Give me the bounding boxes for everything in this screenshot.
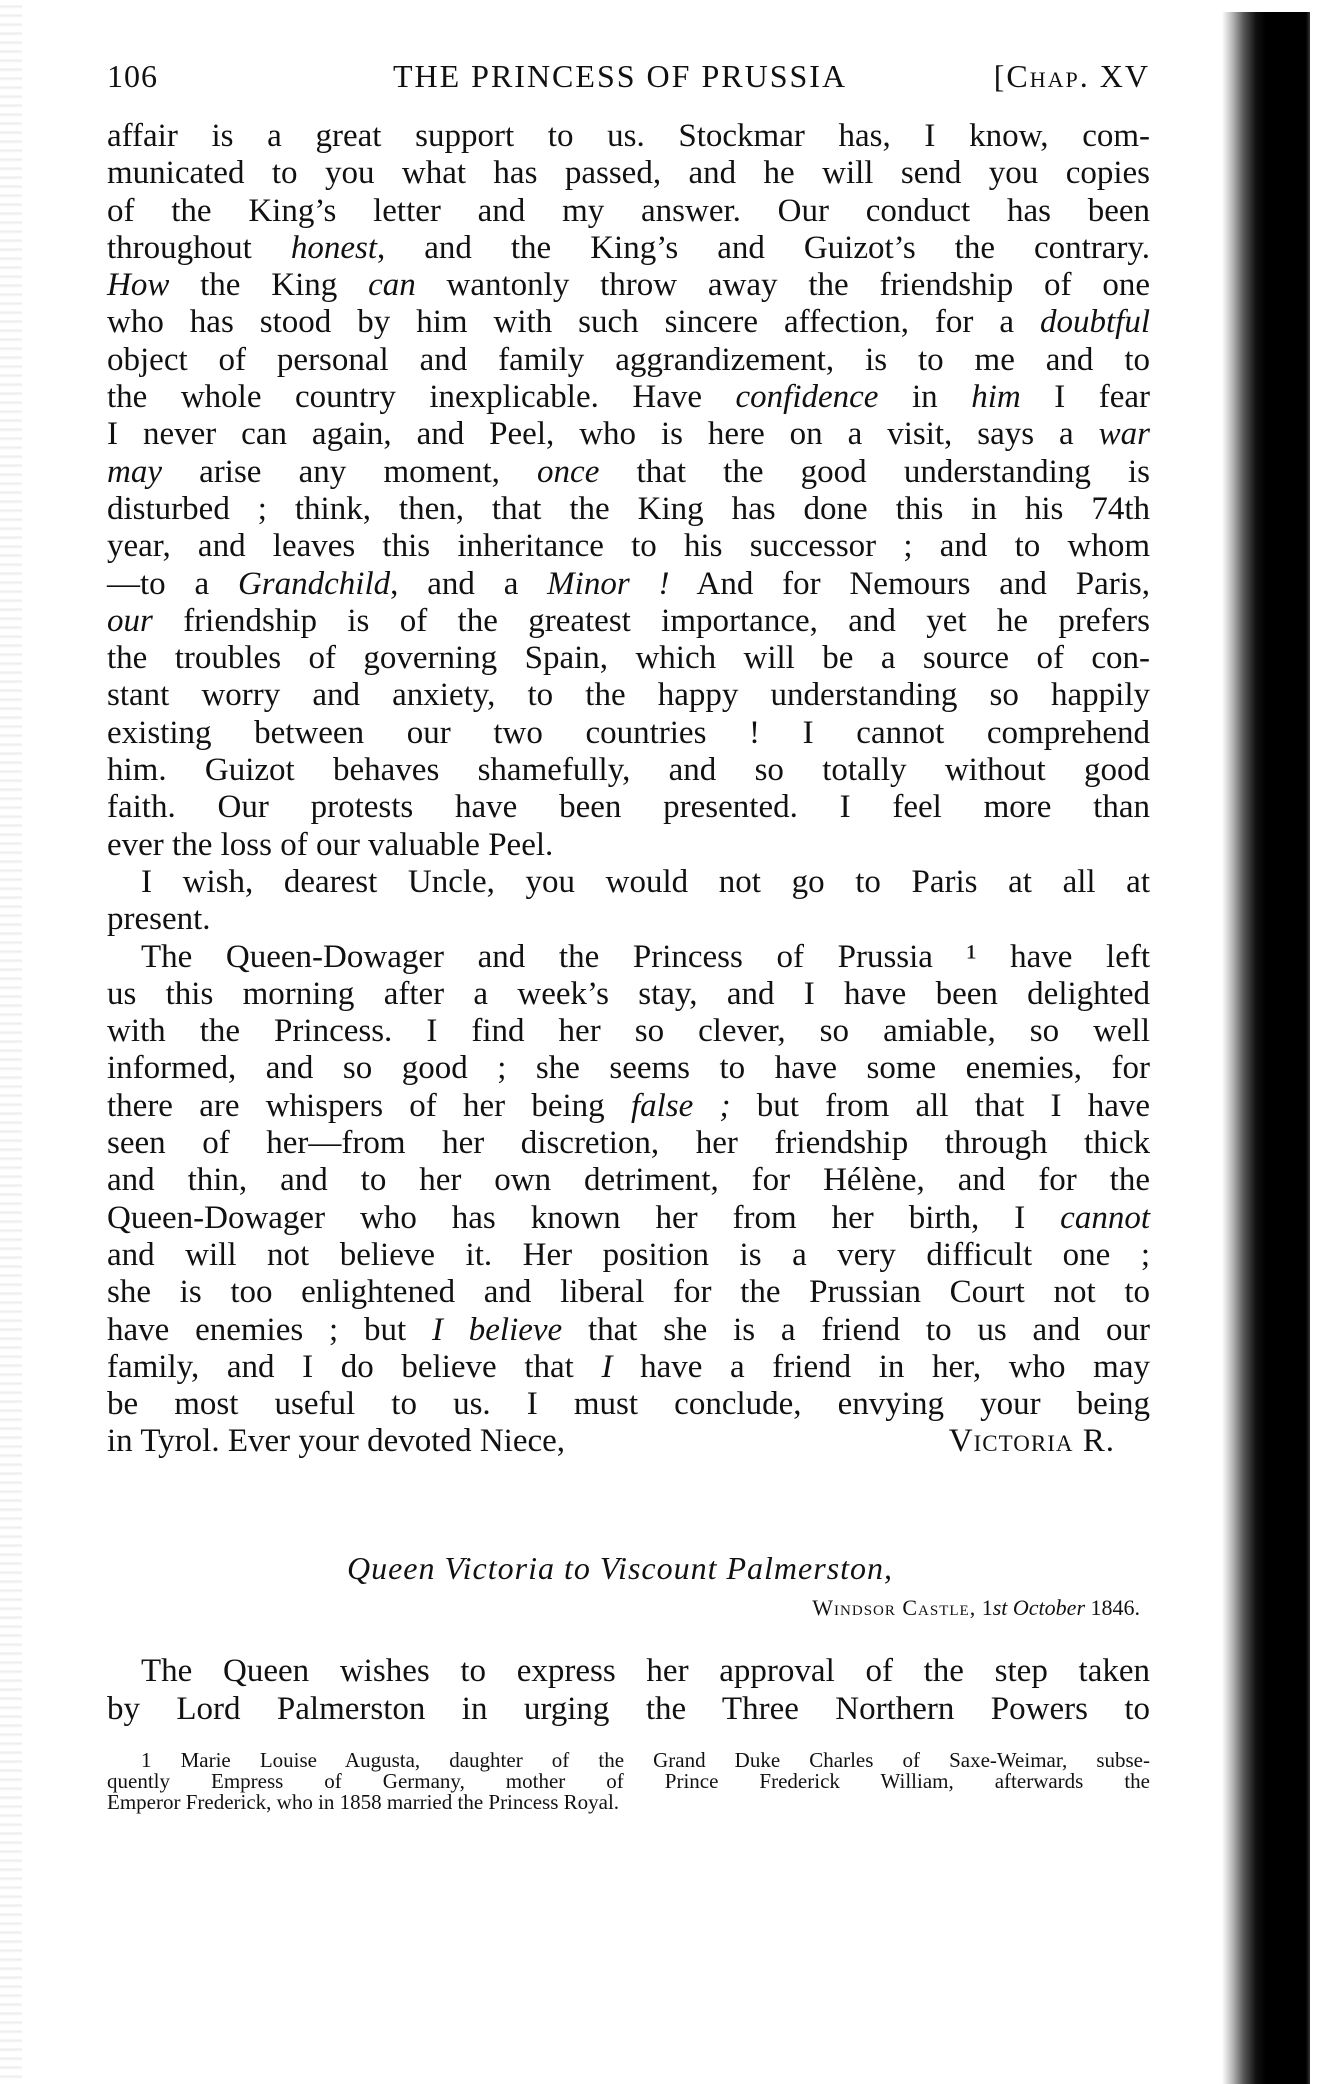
- letter2-body: [107, 1652, 1150, 1728]
- text-run: that she is a friend to us and our: [562, 1311, 1150, 1348]
- text-run: him. Guizot behaves shamefully, and so totally without good: [107, 752, 1150, 789]
- text-line: [107, 715, 1150, 752]
- text-line: [107, 304, 1150, 341]
- footnote-line: quently Empress of Germany, mother of Prince Frederick William, afterwards the: [107, 1769, 1150, 1793]
- text-run: the troubles of governing Spain, which will be a source of con-: [107, 640, 1150, 677]
- italic-text-run: Grandchild: [237, 565, 391, 602]
- text-line: [107, 1237, 1150, 1274]
- text-line: [107, 528, 1150, 565]
- text-run: ever the loss of our valuable Peel.: [107, 826, 554, 863]
- text-line: [107, 193, 1150, 230]
- text-run: seen of her—from her discretion, her friendship through thick: [107, 1125, 1150, 1162]
- text-line: [107, 1349, 1150, 1386]
- text-line: [107, 1312, 1150, 1349]
- text-line: [107, 155, 1150, 192]
- italic-text-run: I: [601, 1348, 613, 1385]
- text-run: Queen-Dowager who has known her from her birth, I: [107, 1199, 1061, 1236]
- page-number: 106: [107, 58, 158, 94]
- italic-text-run: How: [107, 267, 170, 304]
- running-head: THE PRINCESS OF PRUSSIA: [392, 58, 848, 94]
- chapter-label: [Chap. XV: [993, 58, 1150, 94]
- text-run: have a friend in her, who may: [612, 1348, 1150, 1385]
- text-run: and will not believe it. Her position is a very difficult one ;: [107, 1236, 1150, 1273]
- text-line: [107, 416, 1150, 453]
- italic-text-run: war: [1098, 416, 1150, 453]
- text-line: [107, 976, 1150, 1013]
- text-run: , and a: [390, 565, 548, 602]
- italic-text-run: I believe: [431, 1311, 563, 1348]
- text-line: [107, 1690, 1150, 1728]
- text-line: [107, 342, 1150, 379]
- text-line: [107, 454, 1150, 491]
- text-run: stant worry and anxiety, to the happy understanding so happily: [107, 677, 1150, 714]
- italic-text-run: may: [107, 453, 162, 490]
- text-run: existing between our two countries ! I cannot comprehend: [107, 714, 1150, 751]
- text-run: in: [878, 379, 972, 416]
- text-run: by Lord Palmerston in urging the Three Northern Powers to: [107, 1691, 1150, 1727]
- text-run: And for Nemours and Paris,: [669, 565, 1150, 602]
- scan-page-edge-shadow: [1222, 12, 1310, 2084]
- dateline: [812, 1595, 1140, 1621]
- italic-text-run: once: [537, 453, 600, 490]
- text-line: [107, 267, 1150, 304]
- italic-text-run: him: [971, 379, 1021, 416]
- dateline-month: st October: [992, 1595, 1085, 1620]
- text-run: arise any moment,: [161, 453, 538, 490]
- text-line: [107, 566, 1150, 603]
- text-line: [107, 1088, 1150, 1125]
- italic-text-run: honest: [290, 229, 377, 266]
- closing-text: in Tyrol. Ever your devoted Niece,: [107, 1423, 566, 1460]
- text-run: I wish, dearest Uncle, you would not go to Paris at all at: [141, 863, 1150, 900]
- text-run: disturbed ; think, then, that the King has done this in his 74th: [107, 490, 1150, 527]
- dateline-year: 1846.: [1085, 1595, 1140, 1620]
- text-run: family, and I do believe that: [107, 1348, 602, 1385]
- text-line: [107, 1050, 1150, 1087]
- italic-text-run: can: [368, 267, 416, 304]
- text-run: there are whispers of her being: [107, 1087, 631, 1124]
- text-line: [107, 640, 1150, 677]
- text-run: wantonly throw away the friendship of one: [415, 267, 1150, 304]
- scan-left-edge: [0, 0, 22, 2084]
- text-run: year, and leaves this inheritance to his successor ; and to whom: [107, 528, 1150, 565]
- text-line: [107, 827, 1150, 864]
- text-run: present.: [107, 901, 211, 938]
- text-run: I fear: [1020, 379, 1150, 416]
- dateline-day: 1: [981, 1595, 993, 1620]
- text-run: with the Princess. I find her so clever, so amiable, so well: [107, 1013, 1150, 1050]
- text-run: faith. Our protests have been presented. I feel more than: [107, 789, 1150, 826]
- italic-text-run: Minor !: [547, 565, 670, 602]
- text-run: , and the King’s and Guizot’s the contrary.: [377, 229, 1151, 266]
- text-run: but from all that I have: [730, 1087, 1150, 1124]
- text-line: [107, 603, 1150, 640]
- text-line: [107, 752, 1150, 789]
- letter-heading: Queen Victoria to Viscount Palmerston,: [346, 1550, 894, 1586]
- text-run: be most useful to us. I must conclude, envying your being: [107, 1386, 1150, 1423]
- text-run: that the good understanding is: [599, 453, 1151, 490]
- text-run: informed, and so good ; she seems to have some enemies, for: [107, 1050, 1150, 1087]
- text-line: [107, 901, 1150, 938]
- text-run: she is too enlightened and liberal for the Prussian Court not to: [107, 1274, 1150, 1311]
- italic-text-run: cannot: [1060, 1199, 1150, 1236]
- text-run: us this morning after a week’s stay, and I have been delighted: [107, 975, 1150, 1012]
- dateline-place: Windsor Castle,: [812, 1595, 977, 1620]
- text-line: [107, 1274, 1150, 1311]
- text-line: [107, 379, 1150, 416]
- text-run: the King: [169, 267, 369, 304]
- letter-body: [107, 118, 1150, 1461]
- footnote: [107, 1750, 1150, 1813]
- text-line: [107, 864, 1150, 901]
- text-run: The Queen-Dowager and the Princess of Prussia ¹ have left: [141, 938, 1150, 975]
- text-run: the whole country inexplicable. Have: [107, 379, 736, 416]
- text-line: [107, 1125, 1150, 1162]
- text-run: —to a: [107, 565, 238, 602]
- text-run: and thin, and to her own detriment, for Hélène, and for the: [107, 1162, 1150, 1199]
- text-line: [107, 1652, 1150, 1690]
- text-line: [107, 939, 1150, 976]
- italic-text-run: confidence: [735, 379, 879, 416]
- text-line: [107, 1162, 1150, 1199]
- text-line: [107, 118, 1150, 155]
- text-run: I never can again, and Peel, who is here on a visit, says a: [107, 416, 1099, 453]
- text-run: The Queen wishes to express her approval of the step taken: [141, 1653, 1150, 1689]
- letter-closing: [107, 1423, 1150, 1460]
- text-run: affair is a great support to us. Stockmar has, I know, com-: [107, 118, 1150, 154]
- text-line: [107, 677, 1150, 714]
- italic-text-run: doubtful: [1039, 304, 1150, 341]
- text-line: [107, 1200, 1150, 1237]
- text-run: municated to you what has passed, and he will send you copies: [107, 155, 1150, 192]
- text-run: of the King’s letter and my answer. Our conduct has been: [107, 192, 1150, 229]
- signature: Victoria R.: [948, 1423, 1115, 1460]
- text-line: [107, 1013, 1150, 1050]
- text-run: who has stood by him with such sincere affection, for a: [107, 304, 1040, 341]
- italic-text-run: our: [107, 602, 153, 639]
- text-line: [107, 230, 1150, 267]
- text-line: [107, 1386, 1150, 1423]
- text-line: [107, 789, 1150, 826]
- text-line: [107, 491, 1150, 528]
- text-run: friendship is of the greatest importance, and yet he prefers: [152, 602, 1150, 639]
- italic-text-run: false ;: [630, 1087, 731, 1124]
- footnote-line: 1 Marie Louise Augusta, daughter of the Grand Duke Charles of Saxe-Weimar, subse-: [141, 1748, 1150, 1772]
- footnote-line: Emperor Frederick, who in 1858 married the Princess Royal.: [107, 1790, 620, 1814]
- text-run: throughout: [107, 229, 291, 266]
- text-run: object of personal and family aggrandizement, is to me and to: [107, 341, 1150, 378]
- text-run: have enemies ; but: [107, 1311, 432, 1348]
